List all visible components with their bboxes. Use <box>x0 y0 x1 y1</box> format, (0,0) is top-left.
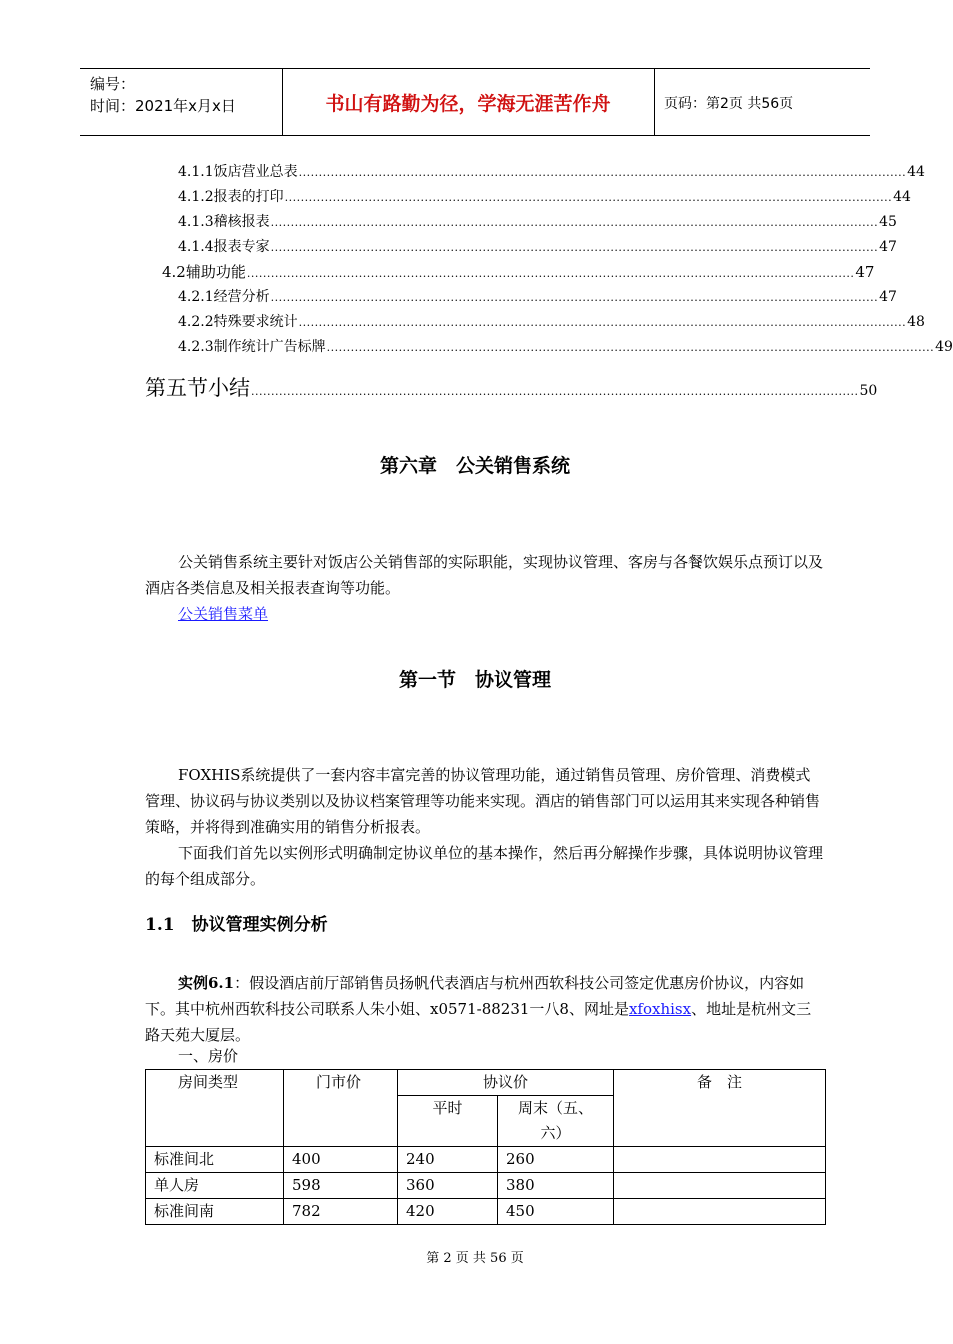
example-label: 实例6.1 <box>178 974 235 992</box>
header-weekday: 平时 <box>398 1096 498 1147</box>
header-remark: 备 注 <box>614 1070 826 1147</box>
table-row <box>146 1147 826 1173</box>
cell-weekday: 420 <box>398 1199 498 1225</box>
paragraph-2: 下面我们首先以实例形式明确制定协议单位的基本操作，然后再分解操作步骤，具体说明协议管理的每个组成部分。 <box>145 844 824 888</box>
toc-title: 特殊要求统计 <box>213 314 298 330</box>
intro-paragraph: 公关销售系统主要针对饭店公关销售部的实际职能，实现协议管理、客房与各餐饮娱乐点预订以及酒店各类信息及相关报表查询等功能。 <box>145 553 824 597</box>
toc-title: 稽核报表 <box>213 214 270 230</box>
cell-weekend: 380 <box>498 1173 614 1199</box>
cell-remark <box>614 1199 826 1225</box>
page-footer: 第 2 页 共 56 页 <box>426 1251 524 1266</box>
sales-menu-link[interactable]: 公关销售菜单 <box>178 605 269 623</box>
toc-page: 50 <box>859 383 878 399</box>
toc-title: 制作统计广告标牌 <box>213 339 326 355</box>
room-section-label: 一、房价 <box>178 1047 239 1065</box>
toc-page: 44 <box>893 189 911 205</box>
toc-leader: ........................................................................................................................................................ <box>284 191 893 204</box>
toc-leader: ........................................................................................................................................................ <box>270 291 879 304</box>
menu-link-wrap <box>178 601 268 627</box>
toc-page: 47 <box>879 239 897 255</box>
toc-title: 报表的打印 <box>213 189 284 205</box>
toc-leader: ........................................................................................................................................................ <box>270 241 879 254</box>
toc-page: 49 <box>935 339 953 355</box>
paragraph-1: FOXHIS系统提供了一套内容丰富完善的协议管理功能，通过销售员管理、房价管理、消费模式管理、协议码与协议类别以及协议档案管理等功能来实现。酒店的销售部门可以运用其来实现各种销售策略，并将得到准确实用的销售分析报表。 <box>145 766 821 836</box>
header-rack-rate: 门市价 <box>284 1070 398 1147</box>
toc-number: 4.2.1 <box>178 289 214 305</box>
toc-entry[interactable] <box>162 261 875 281</box>
toc-page: 47 <box>879 289 897 305</box>
section-title: 第一节 协议管理 <box>398 669 551 691</box>
toc-entry[interactable] <box>178 211 897 231</box>
toc-entry[interactable] <box>178 186 911 206</box>
toc-leader: ........................................................................................................................................................ <box>326 341 935 354</box>
example-paragraph <box>145 970 825 1048</box>
toc-page: 44 <box>907 164 925 180</box>
toc-title: 小结 <box>208 376 250 400</box>
toc-number: 4.2 <box>162 263 186 281</box>
cell-room-type: 标准间南 <box>146 1199 284 1225</box>
header-agreement-rate: 协议价 <box>398 1070 614 1096</box>
toc-leader: ........................................................................................................................................................ <box>298 166 907 179</box>
cell-rack: 782 <box>284 1199 398 1225</box>
subsection-title: 1.1 协议管理实例分析 <box>145 915 328 935</box>
serial-label: 编号： <box>90 75 136 93</box>
cell-weekend: 450 <box>498 1199 614 1225</box>
cell-rack: 400 <box>284 1147 398 1173</box>
cell-weekday: 240 <box>398 1147 498 1173</box>
toc-leader: ........................................................................................................................................................ <box>298 316 907 329</box>
toc-number: 4.2.3 <box>178 339 214 355</box>
toc-leader: ........................................................................................................................................................ <box>246 267 855 280</box>
header-weekend: 周末（五、六） <box>498 1096 614 1147</box>
toc-number: 第五节 <box>145 376 208 400</box>
toc-page: 47 <box>855 263 875 281</box>
toc-entry[interactable] <box>178 311 925 331</box>
page-header <box>80 68 870 136</box>
toc-entry[interactable] <box>145 372 878 402</box>
toc-number: 4.2.2 <box>178 314 214 330</box>
toc-title: 辅助功能 <box>185 263 246 281</box>
example-text-end: 、地址是杭州文三路天苑大厦层。 <box>145 1000 812 1044</box>
toc-entry[interactable] <box>178 286 897 306</box>
header-divider <box>654 69 655 135</box>
cell-remark <box>614 1147 826 1173</box>
table-header-row <box>146 1070 826 1096</box>
header-motto: 书山有路勤为径，学海无涯苦作舟 <box>325 93 611 115</box>
table-row <box>146 1199 826 1225</box>
toc-number: 4.1.2 <box>178 189 214 205</box>
toc-entry[interactable] <box>178 236 897 256</box>
toc-title: 饭店营业总表 <box>213 164 298 180</box>
cell-room-type: 标准间北 <box>146 1147 284 1173</box>
example-text: ：假设酒店前厅部销售员扬帆代表酒店与杭州西软科技公司签定优惠房价协议，内容如下。其中杭州西软科技公司联系人朱小姐、x0571-88231一八8、网址是 <box>145 974 805 1018</box>
room-rate-table <box>145 1069 826 1225</box>
toc-title: 经营分析 <box>213 289 270 305</box>
header-room-type: 房间类型 <box>146 1070 284 1147</box>
toc-entry[interactable] <box>178 336 953 356</box>
header-page-info: 页码：第2页 共56页 <box>664 96 794 112</box>
table-row <box>146 1173 826 1199</box>
toc-number: 4.1.4 <box>178 239 214 255</box>
cell-weekend: 260 <box>498 1147 614 1173</box>
chapter-title: 第六章 公关销售系统 <box>379 455 570 477</box>
cell-weekday: 360 <box>398 1173 498 1199</box>
toc-leader: ........................................................................................................................................................ <box>251 385 859 398</box>
cell-room-type: 单人房 <box>146 1173 284 1199</box>
time-label: 时间：2021年x月x日 <box>90 97 236 115</box>
website-link[interactable]: xfoxhisx <box>628 1000 692 1018</box>
cell-rack: 598 <box>284 1173 398 1199</box>
toc-title: 报表专家 <box>213 239 270 255</box>
toc-number: 4.1.1 <box>178 164 214 180</box>
toc-page: 48 <box>907 314 925 330</box>
header-meta <box>90 73 236 117</box>
cell-remark <box>614 1173 826 1199</box>
toc-number: 4.1.3 <box>178 214 214 230</box>
toc-page: 45 <box>879 214 897 230</box>
toc-entry[interactable] <box>178 161 925 181</box>
toc-leader: ........................................................................................................................................................ <box>270 216 879 229</box>
